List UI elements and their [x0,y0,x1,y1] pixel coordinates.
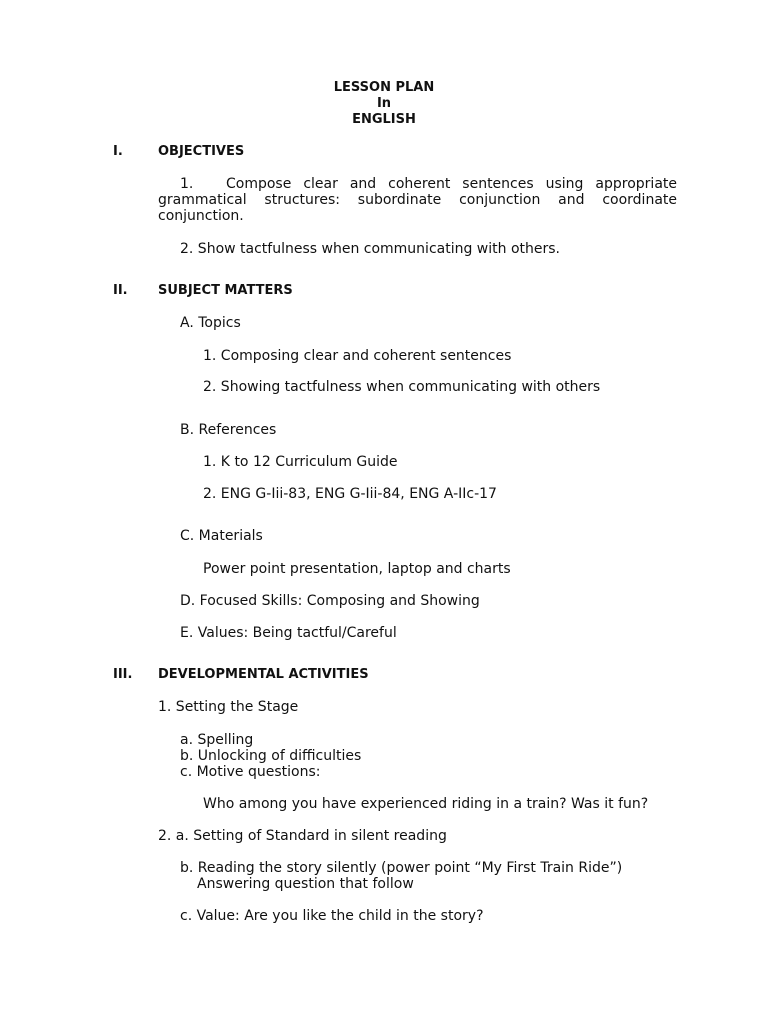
unlocking-difficulties-item: b. Unlocking of difficulties [180,748,362,764]
materials-label: C. Materials [180,528,263,544]
section-1-heading: OBJECTIVES [158,144,245,159]
answering-questions-item: Answering question that follow [197,876,414,892]
motive-question-text: Who among you have experienced riding in a train? Was it fun? [203,796,649,812]
spelling-item: a. Spelling [180,732,254,748]
title-line-3: ENGLISH [352,112,416,127]
reading-story-item: b. Reading the story silently (power point “My First Train Ride”) [180,860,623,876]
objective-1-number: 1. [180,176,194,192]
setting-standard-item: 2. a. Setting of Standard in silent reading [158,828,447,844]
objective-1-line-3: conjunction. [158,208,244,224]
title-line-2: In [376,96,392,111]
objective-1-line-1: Compose clear and coherent sentences using appropriate [226,176,677,192]
objective-1-line-2: grammatical structures: subordinate conjunction and coordinate [158,192,677,208]
section-3-heading: DEVELOPMENTAL ACTIVITIES [158,667,369,682]
reference-1: 1. K to 12 Curriculum Guide [203,454,398,470]
objective-2: 2. Show tactfulness when communicating with others. [180,241,560,257]
topic-2: 2. Showing tactfulness when communicating with others [203,379,601,395]
objective-1 [158,176,677,224]
section-2-numeral: II. [113,283,128,298]
section-2-heading: SUBJECT MATTERS [158,283,293,298]
values: E. Values: Being tactful/Careful [180,625,397,641]
focused-skills: D. Focused Skills: Composing and Showing [180,593,480,609]
materials-text: Power point presentation, laptop and charts [203,561,511,577]
references-label: B. References [180,422,277,438]
value-question-item: c. Value: Are you like the child in the story? [180,908,484,924]
section-1-numeral: I. [113,144,123,159]
topics-label: A. Topics [180,315,241,331]
section-3-numeral: III. [113,667,133,682]
reference-2: 2. ENG G-Iii-83, ENG G-Iii-84, ENG A-IIc-17 [203,486,497,502]
topic-1: 1. Composing clear and coherent sentences [203,348,512,364]
motive-questions-item: c. Motive questions: [180,764,321,780]
title-line-1: LESSON PLAN [333,80,435,95]
setting-the-stage: 1. Setting the Stage [158,699,299,715]
